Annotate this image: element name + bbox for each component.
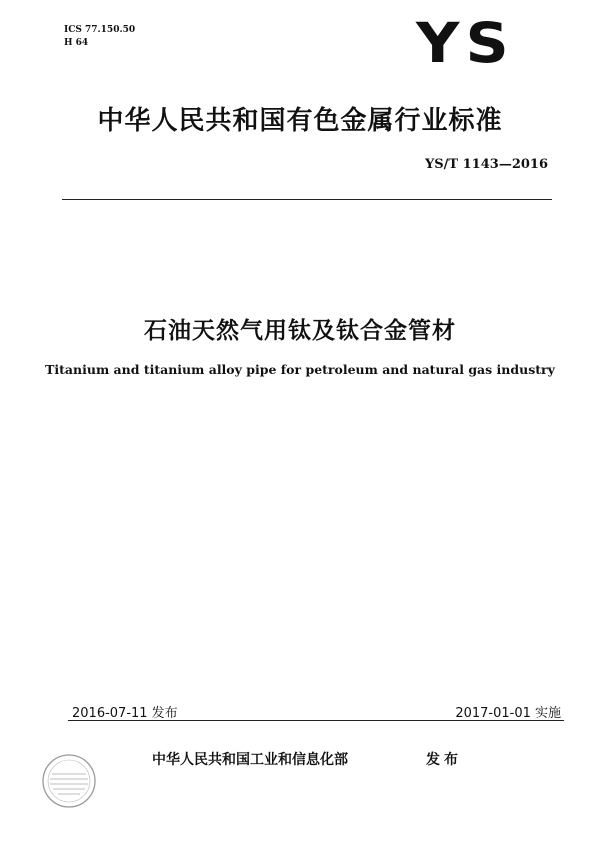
bottom-divider xyxy=(68,720,564,721)
circular-stamp-icon xyxy=(40,752,98,810)
standard-number: YS/T 1143—2016 xyxy=(425,157,548,172)
top-divider xyxy=(62,199,552,200)
standard-category-title: 中华人民共和国有色金属行业标准 xyxy=(97,106,503,136)
issue-date: 2016-07-11 发布 xyxy=(72,706,178,721)
issuing-authority: 中华人民共和国工业和信息化部 xyxy=(152,752,348,768)
implementation-date: 2017-01-01 实施 xyxy=(455,706,561,721)
document-title-chinese: 石油天然气用钛及钛合金管材 xyxy=(144,318,456,344)
ys-logo: YS xyxy=(416,11,515,76)
document-title-english: Titanium and titanium alloy pipe for petroleum and natural gas industry xyxy=(45,362,555,377)
ccs-code: H 64 xyxy=(64,38,89,48)
classification-codes xyxy=(64,24,135,50)
issuing-action: 发布 xyxy=(426,752,462,768)
ics-code: ICS 77.150.50 xyxy=(64,25,136,35)
